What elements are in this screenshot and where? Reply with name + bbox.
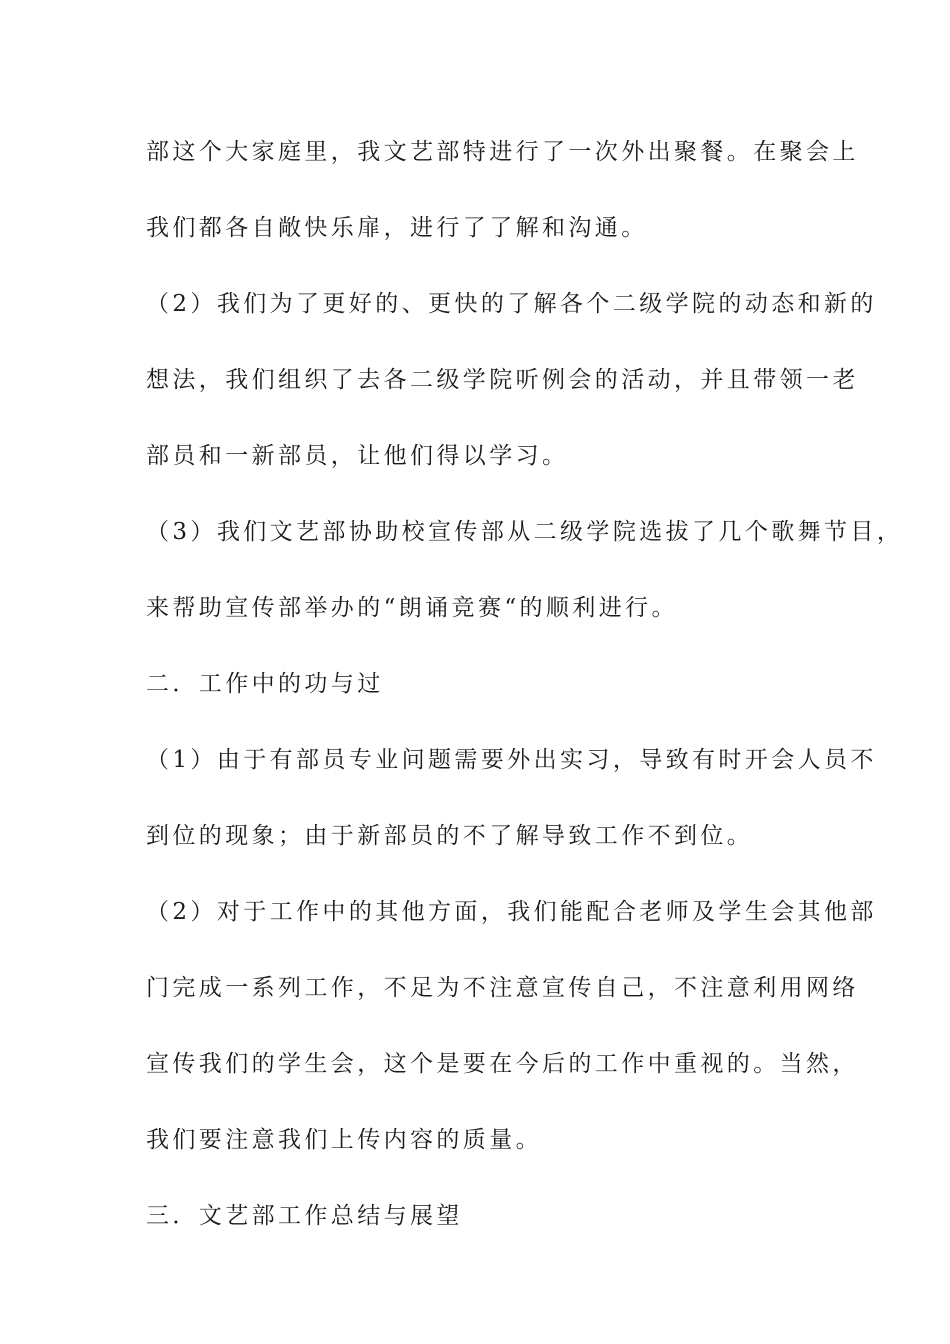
section-heading: 三．文艺部工作总结与展望: [146, 1203, 463, 1229]
paragraph-line: 宣传我们的学生会，这个是要在今后的工作中重视的。当然，: [146, 1051, 859, 1077]
paragraph-line: 门完成一系列工作，不足为不注意宣传自己，不注意利用网络: [146, 975, 859, 1001]
paragraph-line: 来帮助宣传部举办的“朗诵竞赛“的顺利进行。: [146, 595, 678, 621]
section-heading: 二．工作中的功与过: [146, 671, 384, 697]
paragraph-line: 我们要注意我们上传内容的质量。: [146, 1127, 542, 1153]
paragraph-line: 部员和一新部员，让他们得以学习。: [146, 443, 569, 469]
paragraph-line: 部这个大家庭里，我文艺部特进行了一次外出聚餐。在聚会上: [146, 139, 859, 165]
paragraph-line: （3）我们文艺部协助校宣传部从二级学院选拔了几个歌舞节目，: [146, 519, 904, 545]
paragraph-line: 想法，我们组织了去各二级学院听例会的活动，并且带领一老: [146, 367, 859, 393]
paragraph-line: 到位的现象；由于新部员的不了解导致工作不到位。: [146, 823, 754, 849]
paragraph-line: （1）由于有部员专业问题需要外出实习，导致有时开会人员不: [146, 747, 877, 773]
paragraph-line: （2）对于工作中的其他方面，我们能配合老师及学生会其他部: [146, 899, 877, 925]
paragraph-line: 我们都各自敞快乐扉，进行了了解和沟通。: [146, 215, 648, 241]
paragraph-line: （2）我们为了更好的、更快的了解各个二级学院的动态和新的: [146, 291, 877, 317]
